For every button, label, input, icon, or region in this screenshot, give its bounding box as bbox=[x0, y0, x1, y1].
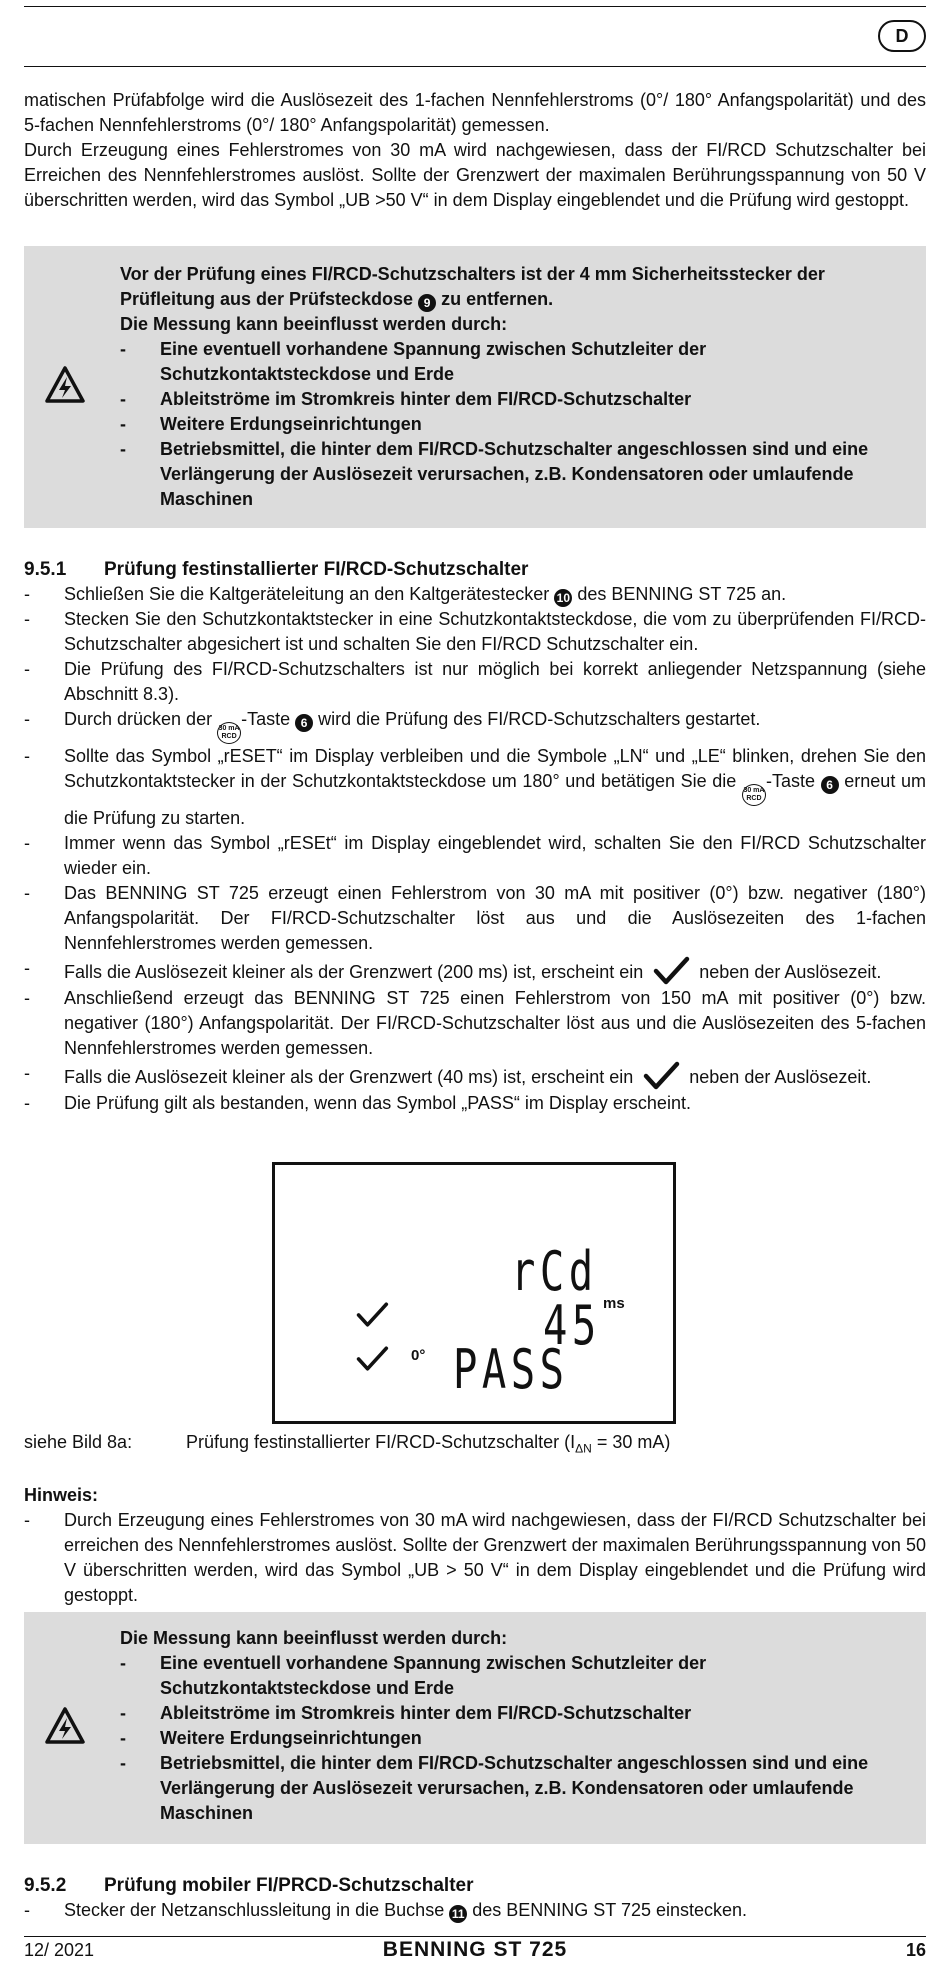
marker-9: 9 bbox=[418, 294, 436, 312]
section-heading: 9.5.2 Prüfung mobiler FI/PRCD-Schutzschalter bbox=[24, 1875, 474, 1896]
list-item: - Schließen Sie die Kaltgeräteleitung an den Kaltgerätestecker 10 des BENNING ST 725 an. bbox=[24, 582, 926, 607]
figure-caption: siehe Bild 8a: Prüfung festinstallierter FI/RCD-Schutzschalter ($I_{\Delta N} = 30$ mA) bbox=[24, 1432, 671, 1456]
list-item: - Stecker der Netzanschlussleitung in die Buchse 11 des BENNING ST 725 einstecken. bbox=[24, 1898, 926, 1923]
list-item: - Eine eventuell vorhandene Spannung zwischen Schutzleiter der Schutzkontaktsteckdose und Erde bbox=[120, 1651, 912, 1701]
footer-date: 12/ 2021 bbox=[24, 1940, 95, 1960]
warning-box-1 bbox=[24, 246, 926, 528]
list-item: - Falls die Auslösezeit kleiner als der Grenzwert (40 ms) ist, erscheint ein neben der Auslösezeit. bbox=[24, 1061, 926, 1091]
marker-6: 6 bbox=[821, 776, 839, 794]
section-9-5-1-list bbox=[24, 582, 926, 1116]
checkmark-icon bbox=[355, 1301, 389, 1329]
marker-10: 10 bbox=[554, 589, 572, 607]
rcd-key-icon: 30 mA RCD bbox=[742, 784, 766, 806]
list-item: - Sollte das Symbol „rESET“ im Display verbleiben und die Symbole „LN“ und „LE“ blinken, drehen Sie den Schutzkontaktstecker in der Schutzkontaktsteckdose um 180° und betätigen Sie die 30 mA RCD -Taste 6 erneut um die Prüfung zu starten. bbox=[24, 744, 926, 831]
checkmark-icon bbox=[652, 956, 690, 986]
list-item: - Durch drücken der 30 mA RCD -Taste 6 wird die Prüfung des FI/RCD-Schutzschalters gestartet. bbox=[24, 707, 926, 744]
manual-page bbox=[24, 0, 926, 1962]
lcd-mode: rCd bbox=[511, 1240, 598, 1303]
intro-paragraph-2: Durch Erzeugung eines Fehlerstromes von 30 mA wird nachgewiesen, dass der FI/RCD Schutzschalter bei Erreichen des Nennfehlerstromes auslöst. Sollte der Grenzwert der maximalen Berührungsspannung von 50 V überschritten werden, wird das Symbol „UB >50 V“ in dem Display eingeblendet und die Prüfung wird gestoppt. bbox=[24, 140, 926, 210]
list-item: - Betriebsmittel, die hinter dem FI/RCD-Schutzschalter angeschlossen sind und eine Verlängerung der Auslösezeit verursachen, z.B. Kondensatoren oder umlaufende Maschinen bbox=[120, 1751, 912, 1826]
section-9-5-2 bbox=[24, 1873, 926, 1923]
list-item: - Immer wenn das Symbol „rESEt“ im Display eingeblendet wird, schalten Sie den FI/RCD Schutzschalter wieder ein. bbox=[24, 831, 926, 881]
list-item: - Falls die Auslösezeit kleiner als der Grenzwert (200 ms) ist, erscheint ein neben der Auslösezeit. bbox=[24, 956, 926, 986]
lcd-result: PASS bbox=[453, 1338, 569, 1401]
list-item: - Weitere Erdungseinrichtungen bbox=[120, 412, 912, 437]
language-badge: D bbox=[878, 20, 926, 52]
list-item: - Ableitströme im Stromkreis hinter dem FI/RCD-Schutzschalter bbox=[120, 1701, 912, 1726]
list-item: - Das BENNING ST 725 erzeugt einen Fehlerstrom von 30 mA mit positiver (0°) bzw. negativer (180°) Anfangspolarität. Der FI/RCD-Schutzschalter löst aus und die Auslösezeiten des 1-fachen Nennfehlerstromes werden gemessen. bbox=[24, 881, 926, 956]
warning-1-intro: Vor der Prüfung eines FI/RCD-Schutzschalters ist der 4 mm Sicherheitsstecker der Prüfleitung aus der Prüfsteckdose 9 zu entfernen. bbox=[120, 264, 825, 310]
lcd-value: 45 bbox=[543, 1294, 601, 1357]
top-rule bbox=[24, 6, 926, 7]
list-item: - Betriebsmittel, die hinter dem FI/RCD-Schutzschalter angeschlossen sind und eine Verlängerung der Auslösezeit verursachen, z.B. Kondensatoren oder umlaufende Maschinen bbox=[120, 437, 912, 512]
list-item: - Stecken Sie den Schutzkontaktstecker in eine Schutzkontaktsteckdose, die vom zu überprüfenden FI/RCD-Schutzschalter abgesichert ist und schalten Sie den FI/RCD Schutzschalter ein. bbox=[24, 607, 926, 657]
hinweis-title: Hinweis: bbox=[24, 1485, 99, 1505]
section-heading: 9.5.1 Prüfung festinstallierter FI/RCD-Schutzschalter bbox=[24, 559, 529, 580]
list-item: - Ableitströme im Stromkreis hinter dem FI/RCD-Schutzschalter bbox=[120, 387, 912, 412]
intro-text bbox=[24, 88, 926, 213]
rcd-key-icon: 30 mA RCD bbox=[217, 722, 241, 744]
checkmark-icon bbox=[642, 1061, 680, 1091]
hinweis-block bbox=[24, 1483, 926, 1608]
marker-11: 11 bbox=[449, 1905, 467, 1923]
list-item: - Eine eventuell vorhandene Spannung zwischen Schutzleiter der Schutzkontaktsteckdose und Erde bbox=[120, 337, 912, 387]
warning-1-measure-intro: Die Messung kann beeinflusst werden durch: bbox=[120, 314, 508, 334]
warning-triangle-icon bbox=[44, 1706, 86, 1746]
list-item: - Durch Erzeugung eines Fehlerstromes von 30 mA wird nachgewiesen, dass der FI/RCD Schutzschalter bei erreichen des Nennfehlerstromes auslöst. Sollte der Grenzwert der maximalen Berührungsspannung von 50 V überschritten werden, wird das Symbol „UB > 50 V“ in dem Display eingeblendet und die Prüfung wird gestoppt. bbox=[24, 1508, 926, 1608]
warning-2-measure-intro: Die Messung kann beeinflusst werden durch: bbox=[120, 1628, 508, 1648]
footer-rule bbox=[24, 1936, 926, 1937]
warning-2-list bbox=[120, 1651, 912, 1826]
lcd-polarity: 0° bbox=[411, 1347, 426, 1364]
section-9-5-1 bbox=[24, 557, 926, 1116]
lcd-unit: ms bbox=[603, 1295, 625, 1312]
list-item: - Die Prüfung gilt als bestanden, wenn das Symbol „PASS“ im Display erscheint. bbox=[24, 1091, 926, 1116]
warning-1-list bbox=[120, 337, 912, 512]
lcd-display-figure bbox=[272, 1162, 676, 1424]
intro-paragraph-1: matischen Prüfabfolge wird die Auslösezeit des 1-fachen Nennfehlerstroms (0°/ 180° Anfangspolarität) und des 5-fachen Nennfehlerstroms (0°/ 180° Anfangspolarität) gemessen. bbox=[24, 90, 926, 135]
list-item: - Anschließend erzeugt das BENNING ST 725 einen Fehlerstrom von 150 mA mit positiver (0°) bzw. negativer (180°) Anfangspolarität. Der FI/RCD-Schutzschalter löst aus und die Auslösezeiten des 5-fachen Nennfehlerstromes werden gemessen. bbox=[24, 986, 926, 1061]
header-rule bbox=[24, 66, 926, 67]
checkmark-icon bbox=[355, 1345, 389, 1373]
marker-6: 6 bbox=[295, 714, 313, 732]
footer-model: BENNING ST 725 bbox=[382, 1938, 568, 1961]
list-item: - Weitere Erdungseinrichtungen bbox=[120, 1726, 912, 1751]
warning-triangle-icon bbox=[44, 365, 86, 405]
page-number: 16 bbox=[905, 1940, 926, 1960]
list-item: - Die Prüfung des FI/RCD-Schutzschalters ist nur möglich bei korrekt anliegender Netzspannung (siehe Abschnitt 8.3). bbox=[24, 657, 926, 707]
warning-box-2 bbox=[24, 1612, 926, 1844]
